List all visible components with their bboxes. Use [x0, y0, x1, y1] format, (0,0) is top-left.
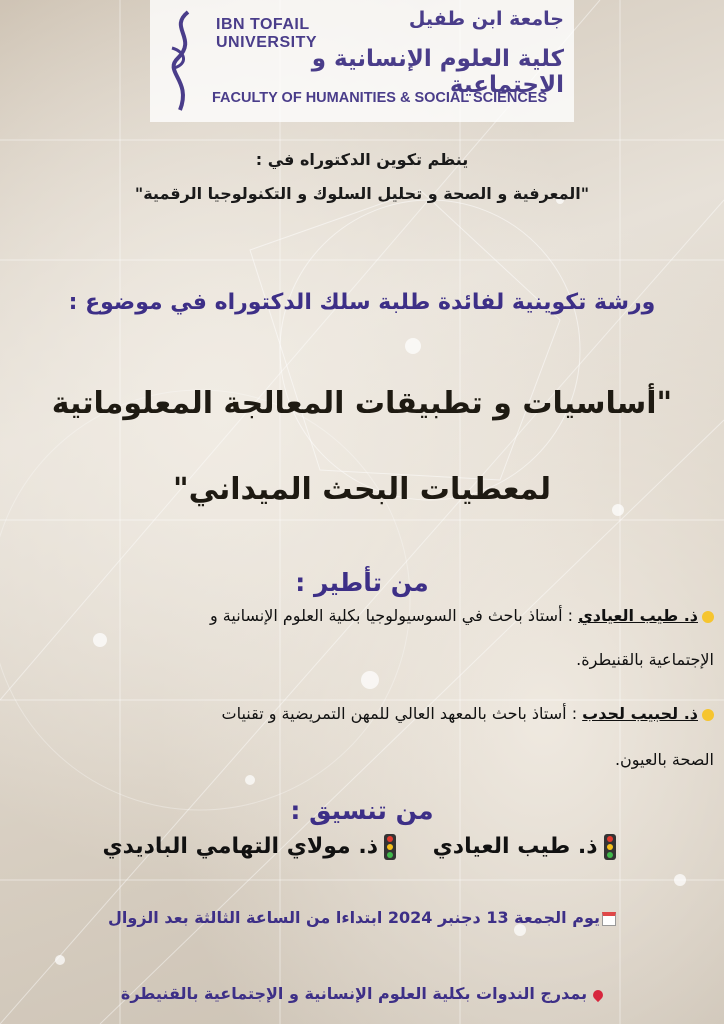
- pushpin-icon: [591, 987, 605, 1001]
- supervisor-1-line: [210, 606, 714, 625]
- supervisor-2-line: [222, 704, 714, 723]
- event-venue-line: [0, 984, 724, 1003]
- university-logo-icon: [158, 8, 206, 114]
- supervisor-1-desc-cont: الإجتماعية بالقنيطرة.: [576, 650, 714, 669]
- traffic-light-icon: [384, 834, 396, 860]
- sun-bullet-icon: [702, 709, 714, 721]
- traffic-light-icon: [604, 834, 616, 860]
- faculty-name-en: FACULTY OF HUMANITIES & SOCIAL SCIENCES: [212, 90, 548, 106]
- supervision-heading: من تأطير :: [295, 568, 429, 597]
- supervisor-1-desc: : أستاذ باحث في السوسيولوجيا بكلية العلوم الإنسانية و: [209, 606, 573, 625]
- workshop-label: ورشة تكوينية لفائدة طلبة سلك الدكتوراه في موضوع :: [68, 290, 656, 315]
- coordination-heading: من تنسيق :: [290, 796, 434, 825]
- program-line: "المعرفية و الصحة و تحليل السلوك و التكنولوجيا الرقمية": [134, 184, 590, 203]
- workshop-title-line1: "أساسيات و تطبيقات المعالجة المعلوماتية: [51, 386, 673, 421]
- supervisor-2-name: ذ. لحبيب لحدب: [582, 704, 698, 723]
- sun-bullet-icon: [702, 611, 714, 623]
- workshop-title-line2: لمعطيات البحث الميداني": [172, 472, 552, 507]
- event-date: يوم الجمعة 13 دجنبر 2024 ابتداءا من الساعة الثالثة بعد الزوال: [108, 908, 600, 927]
- organizer-line: ينظم تكوين الدكتوراه في :: [255, 150, 469, 169]
- calendar-icon: [602, 912, 616, 926]
- event-venue: بمدرج الندوات بكلية العلوم الإنسانية و الإجتماعية بالقنيطرة: [120, 984, 588, 1003]
- faculty-name-ar: كلية العلوم الإنسانية و الاجتماعية: [311, 46, 564, 98]
- coordinators-line: [0, 834, 724, 860]
- supervisor-1-name: ذ. طيب العيادي: [578, 606, 698, 625]
- supervisor-2-desc: : أستاذ باحث بالمعهد العالي للمهن التمريضية و تقنيات: [221, 704, 578, 723]
- coordinator-2-name: ذ. مولاي التهامي الباديدي: [102, 834, 378, 859]
- supervisor-2-desc-cont: الصحة بالعيون.: [614, 750, 714, 769]
- university-name-ar: جامعة ابن طفيل: [408, 8, 564, 30]
- coordinator-1-name: ذ. طيب العيادي: [432, 834, 598, 859]
- event-date-line: [0, 908, 724, 927]
- university-name-en: IBN TOFAIL UNIVERSITY: [216, 16, 318, 51]
